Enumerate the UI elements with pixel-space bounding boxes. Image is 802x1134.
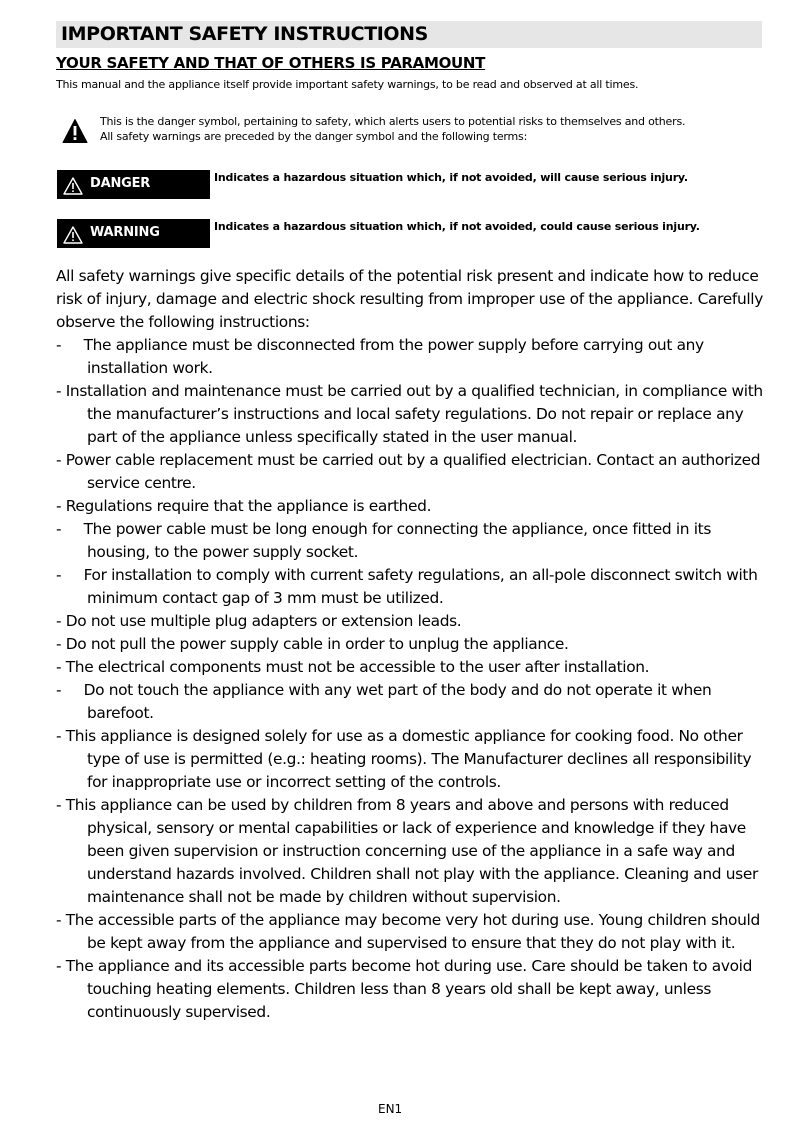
list-item: - For installation to comply with current safety regulations, an all-pole disconnect switch with minimum contact gap of 3 mm must be utilized. — [56, 566, 758, 607]
list-item: - The accessible parts of the appliance may become very hot during use. Young children should be kept away from the appliance and supervised to ensure that they do not play with it. — [56, 911, 760, 952]
danger-symbol-line-1: This is the danger symbol, pertaining to safety, which alerts users to potential risks to themselves and others. — [100, 115, 686, 128]
instructions-intro: All safety warnings give specific details of the potential risk present and indicate how to reduce risk of injury, damage and electric shock resulting from improper use of the appliance. Carefully observe the following instructions: — [56, 267, 763, 331]
list-item: - Power cable replacement must be carried out by a qualified electrician. Contact an authorized service centre. — [56, 451, 761, 492]
danger-symbol-line-2: All safety warnings are preceded by the danger symbol and the following terms: — [100, 130, 528, 143]
warning-triangle-icon — [63, 177, 83, 195]
intro-text: This manual and the appliance itself provide important safety warnings, to be read and observed at all times. — [56, 78, 639, 91]
page-title: IMPORTANT SAFETY INSTRUCTIONS — [61, 23, 428, 45]
list-item: - The appliance must be disconnected from the power supply before carrying out any installation work. — [56, 336, 704, 377]
list-item: - Regulations require that the appliance is earthed. — [56, 497, 432, 515]
list-item: - Do not use multiple plug adapters or extension leads. — [56, 612, 462, 630]
list-item: - The appliance and its accessible parts become hot during use. Care should be taken to avoid touching heating elements. Children less than 8 years old shall be kept away, unless continuously supervised. — [56, 957, 752, 1021]
list-item: - Do not touch the appliance with any wet part of the body and do not operate it when barefoot. — [56, 681, 712, 722]
warning-triangle-icon — [62, 118, 88, 144]
warning-label — [57, 219, 210, 248]
danger-label — [57, 170, 210, 199]
list-item: - Installation and maintenance must be carried out by a qualified technician, in compliance with the manufacturer’s instructions and local safety regulations. Do not repair or replace any part of the appliance unless specifically stated in the user manual. — [56, 382, 763, 446]
danger-label-text: DANGER — [90, 176, 151, 191]
list-item: - The power cable must be long enough for connecting the appliance, once fitted in its housing, to the power supply socket. — [56, 520, 712, 561]
list-item: - This appliance can be used by children from 8 years and above and persons with reduced physical, sensory or mental capabilities or lack of experience and knowledge if they have been given supervision or instruction concerning use of the appliance in a safe way and understand hazards involved. Children shall not play with the appliance. Cleaning and user maintenance shall not be made by children without supervision. — [56, 796, 758, 906]
warning-label-text: WARNING — [90, 225, 160, 240]
list-item: - The electrical components must not be accessible to the user after installation. — [56, 658, 650, 676]
page-subtitle: YOUR SAFETY AND THAT OF OTHERS IS PARAMOUNT — [56, 54, 486, 72]
list-item: - Do not pull the power supply cable in order to unplug the appliance. — [56, 635, 569, 653]
danger-description: Indicates a hazardous situation which, if not avoided, will cause serious injury. — [214, 171, 688, 184]
page-number: EN1 — [378, 1102, 403, 1116]
instructions-list — [56, 334, 768, 1024]
list-item: - This appliance is designed solely for use as a domestic appliance for cooking food. No other type of use is permitted (e.g.: heating rooms). The Manufacturer declines all responsibility for inappropriate use or incorrect setting of the controls. — [56, 727, 752, 791]
danger-symbol-description — [100, 114, 685, 144]
warning-triangle-icon — [63, 226, 83, 244]
warning-description: Indicates a hazardous situation which, if not avoided, could cause serious injury. — [214, 220, 700, 233]
safety-instructions — [56, 265, 768, 1024]
